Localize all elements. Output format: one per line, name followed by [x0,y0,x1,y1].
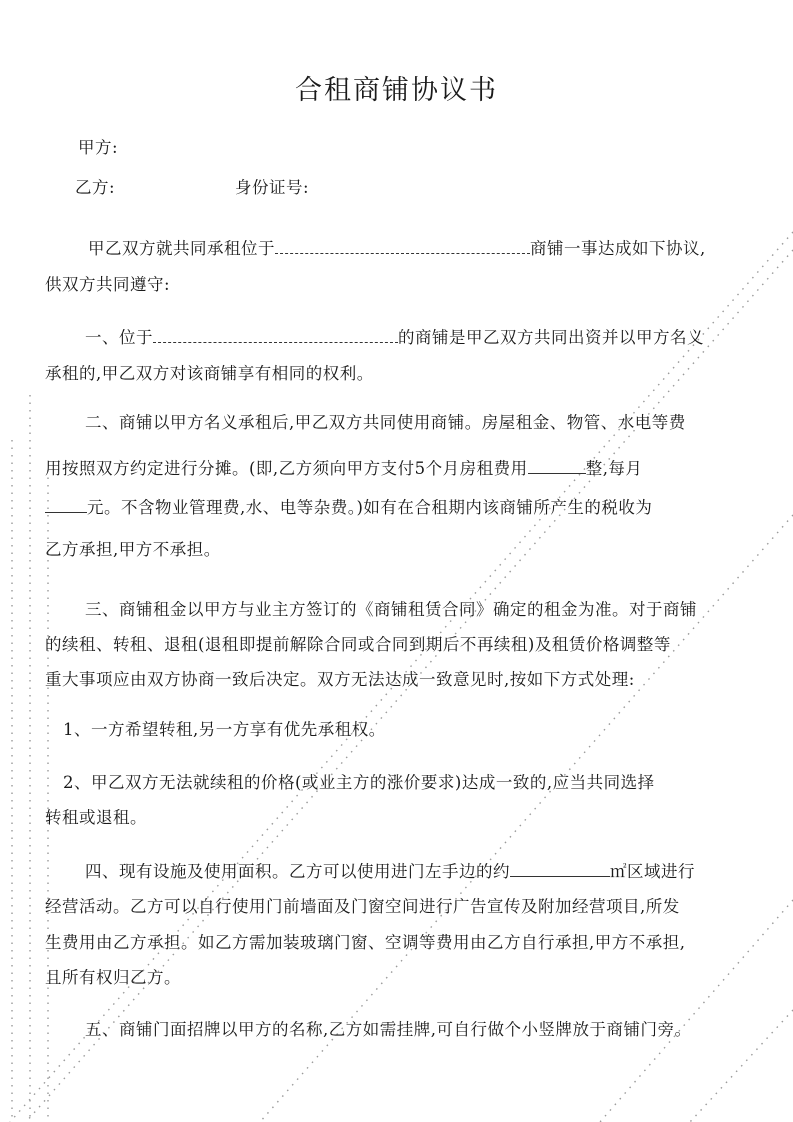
clause-2-text-a: 用按照双方约定进行分摊。(即,乙方须向甲方支付5个月房租费用 [45,459,528,478]
shop-location-blank[interactable] [153,342,398,343]
location-blank[interactable] [275,253,530,254]
clause-4-line-1 [85,862,695,882]
id-number-label: 身份证号: [235,178,310,197]
intro-text-b: 商铺一事达成如下协议, [530,239,706,258]
clause-5-line-1: 五、商铺门面招牌以甲方的名称,乙方如需挂牌,可自行做个小竖牌放于商铺门旁。 [85,1020,692,1039]
clause-4-line-3: 生费用由乙方承担。如乙方需加装玻璃门窗、空调等费用由乙方自行承担,甲方不承担, [45,933,686,952]
clause-3-item-2-line-2: 转租或退租。 [45,808,147,827]
intro-text-a: 甲乙双方就共同承租位于 [88,239,275,258]
clause-4-line-4: 且所有权归乙方。 [45,968,181,987]
clause-2-line-3 [45,498,652,518]
monthly-rent-blank[interactable] [45,512,87,513]
clause-1-line-1 [85,328,704,348]
clause-3-line-2: 的续租、转租、退租(退租即提前解除合同或合同到期后不再续租)及租赁价格调整等 [45,635,671,654]
intro-line-2: 供双方共同遵守: [45,275,171,294]
clause-3-item-1: 1、一方希望转租,另一方享有优先承租权。 [63,720,386,739]
clause-4-line-2: 经营活动。乙方可以自行使用门前墙面及门窗空间进行广告宣传及附加经营项目,所发 [45,897,680,916]
area-blank[interactable] [510,876,610,877]
party-a-label: 甲方: [78,138,119,157]
clause-1-line-2: 承租的,甲乙双方对该商铺享有相同的权利。 [45,364,374,383]
clause-1-text-a: 一、位于 [85,328,153,347]
intro-line-1 [88,239,706,259]
clause-4-text-b: ㎡区域进行 [610,862,695,881]
clause-2-text-b: 整,每月 [585,459,643,478]
clause-3-line-1: 三、商铺租金以甲方与业主方签订的《商铺租赁合同》确定的租金为准。对于商铺 [85,600,697,619]
document-title: 合租商铺协议书 [295,75,498,106]
clause-4-text-a: 四、现有设施及使用面积。乙方可以使用进门左手边的约 [85,862,510,881]
clause-3-item-2-line-1: 2、甲乙双方无法就续租的价格(或业主方的涨价要求)达成一致的,应当共同选择 [63,773,655,792]
clause-3-line-3: 重大事项应由双方协商一致后决定。双方无法达成一致意见时,按如下方式处理: [45,670,635,689]
clause-1-text-b: 的商铺是甲乙双方共同出资并以甲方名义 [398,328,704,347]
clause-2-line-2 [45,459,642,479]
clause-2-line-4: 乙方承担,甲方不承担。 [45,540,221,559]
clause-2-line-1: 二、商铺以甲方名义承租后,甲乙双方共同使用商铺。房屋租金、物管、水电等费 [85,413,686,432]
rent-total-blank[interactable] [528,473,586,474]
party-b-label: 乙方: [75,178,116,197]
clause-2-text-c: 元。不含物业管理费,水、电等杂费。)如有在合租期内该商铺所产生的税收为 [87,498,653,517]
